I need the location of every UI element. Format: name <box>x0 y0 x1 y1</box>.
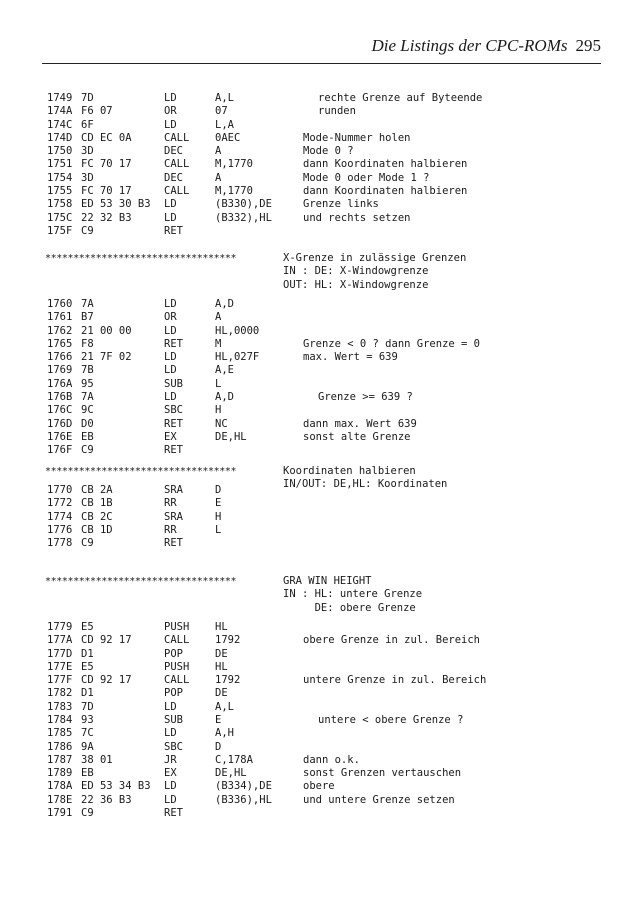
operand: A,E <box>215 364 234 377</box>
mnemonic: OR <box>164 105 177 118</box>
code-line <box>0 92 633 105</box>
opcode-bytes: 7D <box>81 92 94 104</box>
opcode-bytes: ED 53 30 B3 <box>81 198 151 211</box>
code-line <box>0 198 633 211</box>
operand: A,D <box>215 298 234 310</box>
address: 1779 <box>47 621 73 633</box>
opcode-bytes: 38 01 <box>81 753 113 766</box>
operand: A,L <box>215 92 234 104</box>
operand: HL <box>215 660 228 673</box>
operand: (B334),DE <box>215 780 272 793</box>
opcode-bytes: 21 7F 02 <box>81 351 132 364</box>
separator-line: ********************************** <box>45 576 237 587</box>
mnemonic: RET <box>164 224 183 237</box>
operand: D <box>215 740 222 753</box>
operand: HL <box>215 621 228 633</box>
opcode-bytes: CB 1B <box>81 497 113 510</box>
address: 1760 <box>47 298 73 310</box>
address: 1758 <box>47 198 73 211</box>
opcode-bytes: C9 <box>81 224 94 237</box>
mnemonic: LD <box>164 793 177 806</box>
line-comment: Grenze < 0 ? dann Grenze = 0 <box>303 337 481 350</box>
opcode-bytes: 7D <box>81 700 94 713</box>
line-comment: Mode 0 oder Mode 1 ? <box>303 171 430 184</box>
code-line <box>0 212 633 225</box>
operand: (B332),HL <box>215 211 272 224</box>
operand: 07 <box>215 105 228 118</box>
line-comment: dann o.k. <box>303 753 360 766</box>
mnemonic: LD <box>164 298 177 310</box>
address: 174C <box>47 118 73 131</box>
opcode-bytes: C9 <box>81 806 94 819</box>
code-line <box>0 674 633 687</box>
line-comment: obere <box>303 780 335 793</box>
mnemonic: CALL <box>164 674 190 687</box>
opcode-bytes: 3D <box>81 145 94 158</box>
code-line <box>0 298 633 311</box>
address: 175F <box>47 224 73 237</box>
address: 1782 <box>47 687 73 700</box>
line-comment: und untere Grenze setzen <box>303 793 455 806</box>
opcode-bytes: 9A <box>81 740 94 753</box>
address: 1751 <box>47 158 73 171</box>
mnemonic: DEC <box>164 145 183 158</box>
address: 1769 <box>47 364 73 377</box>
line-comment: und rechts setzen <box>303 211 411 224</box>
line-comment: Grenze links <box>303 198 379 211</box>
address: 1765 <box>47 337 73 350</box>
operand: NC <box>215 417 228 430</box>
opcode-bytes: D0 <box>81 417 94 430</box>
code-line <box>0 185 633 198</box>
mnemonic: CALL <box>164 131 190 144</box>
address: 1783 <box>47 700 73 713</box>
line-comment: max. Wert = 639 <box>303 351 398 364</box>
code-line <box>0 325 633 338</box>
operand: L,A <box>215 118 234 131</box>
opcode-bytes: 7C <box>81 727 94 740</box>
operand: HL,027F <box>215 351 260 364</box>
code-line <box>0 754 633 767</box>
mnemonic: LD <box>164 211 177 224</box>
mnemonic: OR <box>164 311 177 324</box>
mnemonic: SUB <box>164 377 183 390</box>
opcode-bytes: CD EC 0A <box>81 131 132 144</box>
code-line <box>0 524 633 537</box>
mnemonic: LD <box>164 198 177 211</box>
mnemonic: JR <box>164 753 177 766</box>
opcode-bytes: FC 70 17 <box>81 158 132 171</box>
block-header-comment: IN : HL: untere Grenze <box>283 588 423 601</box>
address: 177F <box>47 674 73 687</box>
code-line <box>0 767 633 780</box>
code-line <box>0 418 633 431</box>
code-line <box>0 634 633 647</box>
code-line <box>0 780 633 793</box>
code-line <box>0 648 633 661</box>
mnemonic: LD <box>164 351 177 364</box>
mnemonic: LD <box>164 364 177 377</box>
code-line <box>0 741 633 754</box>
mnemonic: SBC <box>164 404 183 417</box>
opcode-bytes: D1 <box>81 647 94 660</box>
mnemonic: LD <box>164 700 177 713</box>
opcode-bytes: 7A <box>81 390 94 403</box>
page-number: 295 <box>575 36 601 55</box>
operand: 1792 <box>215 634 241 647</box>
operand: DE <box>215 687 228 700</box>
operand: 0AEC <box>215 131 241 144</box>
operand: (B330),DE <box>215 198 272 211</box>
opcode-bytes: CD 92 17 <box>81 674 132 687</box>
code-line <box>0 378 633 391</box>
mnemonic: LD <box>164 118 177 131</box>
operand: A <box>215 311 222 324</box>
opcode-bytes: D1 <box>81 687 94 700</box>
code-line <box>0 511 633 524</box>
mnemonic: DEC <box>164 171 183 184</box>
code-line <box>0 621 633 634</box>
mnemonic: PUSH <box>164 621 190 633</box>
address: 1778 <box>47 537 73 550</box>
code-line <box>0 444 633 457</box>
opcode-bytes: 21 00 00 <box>81 324 132 337</box>
address: 1750 <box>47 145 73 158</box>
line-comment: untere Grenze in zul. Bereich <box>303 674 487 687</box>
code-line <box>0 727 633 740</box>
operand: D <box>215 484 222 496</box>
line-comment: obere Grenze in zul. Bereich <box>303 634 481 647</box>
opcode-bytes: FC 70 17 <box>81 184 132 197</box>
address: 1776 <box>47 523 73 536</box>
mnemonic: SRA <box>164 484 183 496</box>
address: 178A <box>47 780 73 793</box>
block-header-comment: GRA WIN HEIGHT <box>283 575 372 587</box>
operand: L <box>215 377 222 390</box>
opcode-bytes: 22 32 B3 <box>81 211 132 224</box>
code-line <box>0 484 633 497</box>
mnemonic: LD <box>164 727 177 740</box>
operand: E <box>215 713 222 726</box>
opcode-bytes: 3D <box>81 171 94 184</box>
mnemonic: POP <box>164 687 183 700</box>
code-line <box>0 687 633 700</box>
separator-line: ********************************** <box>45 466 237 477</box>
address: 1785 <box>47 727 73 740</box>
address: 1774 <box>47 510 73 523</box>
mnemonic: LD <box>164 390 177 403</box>
mnemonic: EX <box>164 767 177 780</box>
operand: DE,HL <box>215 767 247 780</box>
address: 1786 <box>47 740 73 753</box>
opcode-bytes: 9C <box>81 404 94 417</box>
address: 176E <box>47 430 73 443</box>
address: 174D <box>47 131 73 144</box>
line-comment: untere < obere Grenze ? <box>318 713 464 726</box>
mnemonic: RR <box>164 497 177 510</box>
mnemonic: LD <box>164 92 177 104</box>
opcode-bytes: CB 2A <box>81 484 113 496</box>
opcode-bytes: CB 1D <box>81 523 113 536</box>
operand: DE,HL <box>215 430 247 443</box>
address: 176C <box>47 404 73 417</box>
operand: A <box>215 145 222 158</box>
mnemonic: EX <box>164 430 177 443</box>
address: 178E <box>47 793 73 806</box>
opcode-bytes: EB <box>81 767 94 780</box>
opcode-bytes: EB <box>81 430 94 443</box>
code-line <box>0 497 633 510</box>
operand: C,178A <box>215 753 253 766</box>
operand: (B336),HL <box>215 793 272 806</box>
mnemonic: CALL <box>164 634 190 647</box>
opcode-bytes: CB 2C <box>81 510 113 523</box>
separator-line: ********************************** <box>45 253 237 264</box>
opcode-bytes: F8 <box>81 337 94 350</box>
operand: E <box>215 497 222 510</box>
page-header <box>372 36 601 56</box>
opcode-bytes: F6 07 <box>81 105 113 118</box>
operand: HL,0000 <box>215 324 260 337</box>
operand: A,D <box>215 390 234 403</box>
opcode-bytes: 6F <box>81 118 94 131</box>
code-line <box>0 351 633 364</box>
operand: DE <box>215 647 228 660</box>
address: 1762 <box>47 324 73 337</box>
line-comment: runden <box>318 105 356 118</box>
code-line <box>0 225 633 238</box>
mnemonic: LD <box>164 780 177 793</box>
address: 1770 <box>47 484 73 496</box>
code-line <box>0 794 633 807</box>
code-line <box>0 391 633 404</box>
block-header-comment: OUT: HL: X-Windowgrenze <box>283 278 429 291</box>
address: 175C <box>47 211 73 224</box>
line-comment: sonst Grenzen vertauschen <box>303 767 462 780</box>
code-line <box>0 701 633 714</box>
line-comment: dann Koordinaten halbieren <box>303 184 468 197</box>
code-line <box>0 364 633 377</box>
code-line <box>0 714 633 727</box>
code-line <box>0 172 633 185</box>
mnemonic: RET <box>164 417 183 430</box>
mnemonic: RET <box>164 337 183 350</box>
operand: H <box>215 510 222 523</box>
mnemonic: RET <box>164 806 183 819</box>
operand: H <box>215 404 222 417</box>
code-line <box>0 311 633 324</box>
mnemonic: PUSH <box>164 660 190 673</box>
line-comment: dann max. Wert 639 <box>303 417 417 430</box>
opcode-bytes: E5 <box>81 621 94 633</box>
operand: M,1770 <box>215 158 253 171</box>
block-header-comment: X-Grenze in zulässige Grenzen <box>283 252 467 264</box>
opcode-bytes: E5 <box>81 660 94 673</box>
address: 1754 <box>47 171 73 184</box>
code-line <box>0 537 633 550</box>
address: 1766 <box>47 351 73 364</box>
code-line <box>0 119 633 132</box>
code-line <box>0 132 633 145</box>
opcode-bytes: ED 53 34 B3 <box>81 780 151 793</box>
line-comment: Mode 0 ? <box>303 145 354 158</box>
header-rule <box>42 63 601 64</box>
operand: A <box>215 171 222 184</box>
code-line <box>0 145 633 158</box>
operand: M,1770 <box>215 184 253 197</box>
address: 174A <box>47 105 73 118</box>
operand: M <box>215 337 222 350</box>
code-line <box>0 431 633 444</box>
line-comment: dann Koordinaten halbieren <box>303 158 468 171</box>
code-line <box>0 105 633 118</box>
code-line <box>0 404 633 417</box>
mnemonic: CALL <box>164 184 190 197</box>
opcode-bytes: CD 92 17 <box>81 634 132 647</box>
opcode-bytes: 22 36 B3 <box>81 793 132 806</box>
opcode-bytes: 7B <box>81 364 94 377</box>
mnemonic: CALL <box>164 158 190 171</box>
address: 1789 <box>47 767 73 780</box>
mnemonic: SBC <box>164 740 183 753</box>
opcode-bytes: 95 <box>81 377 94 390</box>
address: 176A <box>47 377 73 390</box>
address: 1787 <box>47 753 73 766</box>
code-line <box>0 158 633 171</box>
address: 1761 <box>47 311 73 324</box>
address: 177E <box>47 660 73 673</box>
code-line <box>0 661 633 674</box>
opcode-bytes: 7A <box>81 298 94 310</box>
operand: L <box>215 523 222 536</box>
address: 176F <box>47 444 73 457</box>
address: 176D <box>47 417 73 430</box>
mnemonic: SRA <box>164 510 183 523</box>
line-comment: Grenze >= 639 ? <box>318 390 413 403</box>
address: 1772 <box>47 497 73 510</box>
mnemonic: RET <box>164 537 183 550</box>
address: 1749 <box>47 92 73 104</box>
code-line <box>0 338 633 351</box>
mnemonic: POP <box>164 647 183 660</box>
page-title: Die Listings der CPC-ROMs <box>371 36 568 55</box>
address: 177D <box>47 647 73 660</box>
line-comment: sonst alte Grenze <box>303 430 411 443</box>
address: 1755 <box>47 184 73 197</box>
opcode-bytes: C9 <box>81 537 94 550</box>
block-header-comment: IN : DE: X-Windowgrenze <box>283 265 429 278</box>
block-header-comment: IN/OUT: DE,HL: Koordinaten <box>283 478 448 491</box>
line-comment: Mode-Nummer holen <box>303 131 411 144</box>
block-header-comment: DE: obere Grenze <box>283 601 416 614</box>
address: 1784 <box>47 713 73 726</box>
opcode-bytes: C9 <box>81 444 94 457</box>
operand: 1792 <box>215 674 241 687</box>
mnemonic: RET <box>164 444 183 457</box>
opcode-bytes: 93 <box>81 713 94 726</box>
code-line <box>0 807 633 820</box>
block-header-comment: Koordinaten halbieren <box>283 465 416 477</box>
address: 1791 <box>47 806 73 819</box>
mnemonic: SUB <box>164 713 183 726</box>
operand: A,H <box>215 727 234 740</box>
address: 177A <box>47 634 73 647</box>
mnemonic: LD <box>164 324 177 337</box>
address: 176B <box>47 390 73 403</box>
mnemonic: RR <box>164 523 177 536</box>
line-comment: rechte Grenze auf Byteende <box>318 92 483 104</box>
opcode-bytes: B7 <box>81 311 94 324</box>
operand: A,L <box>215 700 234 713</box>
